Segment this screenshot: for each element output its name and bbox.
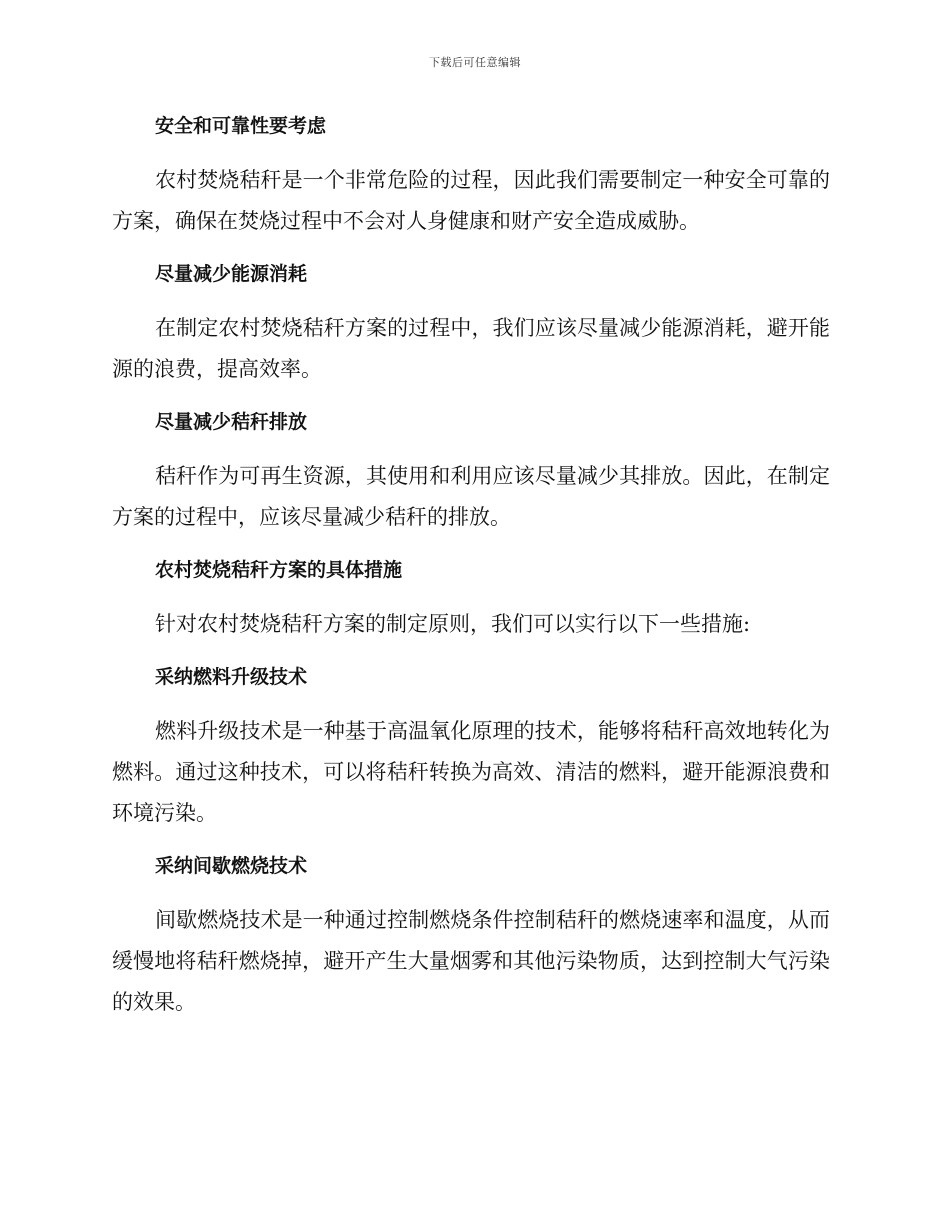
section-measures: [112, 556, 830, 645]
section-paragraph: 农村焚烧秸秆是一个非常危险的过程，因此我们需要制定一种安全可靠的方案，确保在焚烧过程中不会对人身健康和财产安全造成威胁。: [112, 168, 830, 233]
section-paragraph: 针对农村焚烧秸秆方案的制定原则，我们可以实行以下一些措施:: [155, 612, 751, 636]
section-fuel-upgrade: [112, 663, 830, 834]
page-header: 下载后可任意编辑: [429, 56, 521, 69]
section-intermittent-burning: [112, 852, 830, 1023]
section-heading: 尽量减少能源消耗: [155, 263, 308, 285]
section-paragraph: 燃料升级技术是一种基于高温氧化原理的技术，能够将秸秆高效地转化为燃料。通过这种技术，可以将秸秆转换为高效、清洁的燃料，避开能源浪费和环境污染。: [112, 719, 830, 825]
section-heading: 采纳间歇燃烧技术: [155, 855, 308, 877]
section-heading: 安全和可靠性要考虑: [155, 115, 327, 137]
section-paragraph: 在制定农村焚烧秸秆方案的过程中，我们应该尽量减少能源消耗，避开能源的浪费，提高效率。: [112, 316, 830, 381]
section-safety: [112, 112, 830, 242]
section-emission: [112, 408, 830, 538]
section-heading: 采纳燃料升级技术: [155, 666, 308, 688]
section-heading: 尽量减少秸秆排放: [155, 411, 308, 433]
section-energy: [112, 260, 830, 390]
section-paragraph: 间歇燃烧技术是一种通过控制燃烧条件控制秸秆的燃烧速率和温度，从而缓慢地将秸秆燃烧掉，避开产生大量烟雾和其他污染物质，达到控制大气污染的效果。: [112, 908, 830, 1014]
section-paragraph: 秸秆作为可再生资源，其使用和利用应该尽量减少其排放。因此，在制定方案的过程中，应该尽量减少秸秆的排放。: [112, 464, 830, 529]
section-heading: 农村焚烧秸秆方案的具体措施: [155, 559, 403, 581]
document-body: [112, 112, 830, 1041]
